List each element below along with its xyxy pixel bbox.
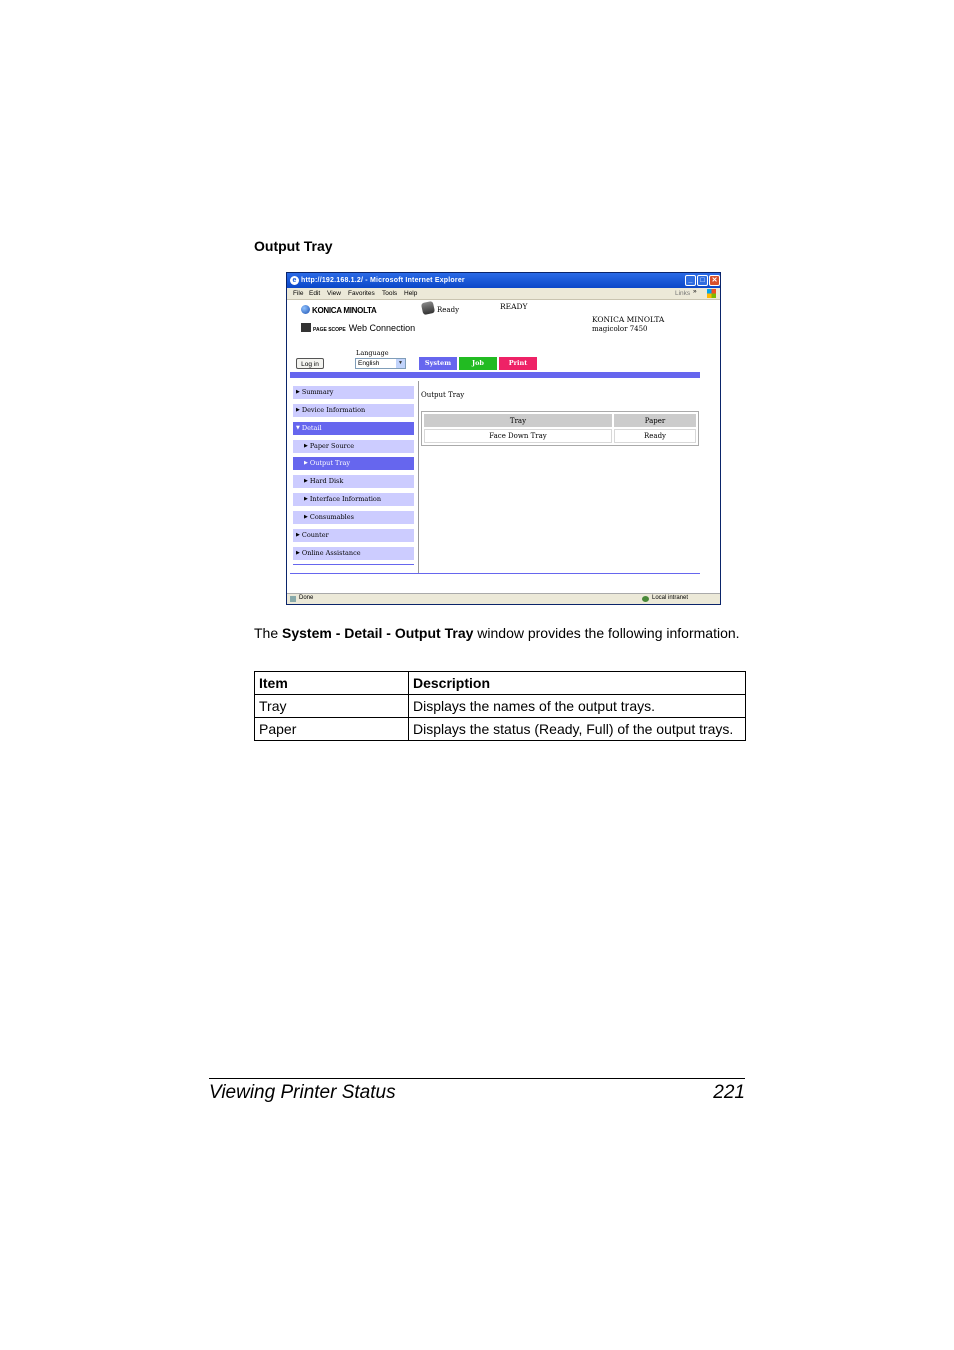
sidebar-item-hard-disk[interactable] <box>293 475 414 488</box>
minimize-icon[interactable]: _ <box>685 275 696 286</box>
pagescope-icon <box>301 323 311 332</box>
triangle-right-icon: ▶ <box>304 460 308 466</box>
sidebar-item-online-assistance[interactable] <box>293 547 414 560</box>
table-row <box>255 695 746 718</box>
sidebar-item-label: Hard Disk <box>309 477 344 485</box>
browser-statusbar <box>287 593 720 604</box>
menu-view[interactable]: View <box>327 290 341 297</box>
logo-text: KONICA MINOLTA <box>312 306 377 315</box>
device-brand: KONICA MINOLTA <box>592 315 665 324</box>
printer-status-icon <box>421 301 435 315</box>
windows-logo-icon <box>707 289 716 298</box>
table-header-row <box>255 672 746 695</box>
globe-icon <box>301 305 310 314</box>
language-select[interactable] <box>355 358 406 369</box>
section-heading: Output Tray <box>254 238 333 254</box>
web-connection-text: Web Connection <box>348 323 416 333</box>
intro-paragraph <box>254 625 749 642</box>
sidebar-item-label: Device Information <box>301 406 366 414</box>
sidebar-item-label: Paper Source <box>309 442 355 450</box>
language-value: English <box>358 360 380 367</box>
menu-tools[interactable]: Tools <box>382 290 398 297</box>
tab-system[interactable]: System <box>419 357 457 370</box>
triangle-right-icon: ▶ <box>296 407 300 413</box>
sidebar-divider <box>293 564 414 565</box>
triangle-right-icon: ▶ <box>296 389 300 395</box>
triangle-right-icon: ▶ <box>296 550 300 556</box>
browser-titlebar <box>287 273 720 288</box>
ie-icon: e <box>290 276 299 285</box>
triangle-right-icon: ▶ <box>304 478 308 484</box>
tab-underline-bar <box>290 372 700 378</box>
sidebar-item-detail[interactable] <box>293 422 414 435</box>
status-ready: Ready <box>437 306 460 314</box>
table-header-paper: Paper <box>614 414 696 427</box>
maximize-icon[interactable]: □ <box>697 275 708 286</box>
sidebar-item-label: Output Tray <box>309 459 351 467</box>
cell-item: Paper <box>255 718 409 741</box>
status-panel-text: READY <box>500 302 528 311</box>
browser-title: http://192.168.1.2/ - Microsoft Internet Explorer <box>301 277 465 284</box>
status-done: Done <box>299 595 314 601</box>
cell-description: Displays the status (Ready, Full) of the output trays. <box>409 718 746 741</box>
chevron-down-icon[interactable]: ▼ <box>396 359 405 368</box>
sidebar-item-label: Counter <box>301 531 329 539</box>
page-icon <box>290 596 296 602</box>
cell-item: Tray <box>255 695 409 718</box>
browser-window-screenshot <box>286 272 721 605</box>
sidebar-item-device-information[interactable] <box>293 404 414 417</box>
cell-description: Displays the names of the output trays. <box>409 695 746 718</box>
intro-text-bold: System - Detail - Output Tray <box>282 625 474 641</box>
page-number: 221 <box>713 1082 745 1103</box>
links-chevron-icon[interactable]: » <box>693 288 697 295</box>
tab-print[interactable]: Print <box>499 357 537 370</box>
intro-text-after: window provides the following information. <box>473 625 740 641</box>
language-label: Language <box>356 349 389 357</box>
intro-text-before: The <box>254 625 283 641</box>
footer-rule <box>209 1078 745 1079</box>
description-table <box>254 671 746 741</box>
table-cell-paper: Ready <box>614 429 696 443</box>
sidebar-item-label: Online Assistance <box>301 549 361 557</box>
close-icon[interactable]: ✕ <box>709 275 720 286</box>
sidebar-item-consumables[interactable] <box>293 511 414 524</box>
table-row <box>424 429 696 443</box>
sidebar-item-label: Consumables <box>309 513 354 521</box>
tab-job[interactable]: Job <box>459 357 497 370</box>
sidebar-item-summary[interactable] <box>293 386 414 399</box>
table-header-row <box>424 414 696 427</box>
sidebar-vertical-divider <box>418 381 419 573</box>
sidebar-item-interface-information[interactable] <box>293 493 414 506</box>
sidebar-item-label: Summary <box>301 388 334 396</box>
login-button[interactable]: Log in <box>296 358 324 369</box>
triangle-right-icon: ▶ <box>304 496 308 502</box>
browser-menubar <box>287 288 720 300</box>
menu-favorites[interactable]: Favorites <box>348 290 375 297</box>
sidebar-item-counter[interactable] <box>293 529 414 542</box>
content-title: Output Tray <box>421 391 465 399</box>
footer-title: Viewing Printer Status <box>209 1082 396 1103</box>
triangle-right-icon: ▶ <box>296 532 300 538</box>
triangle-right-icon: ▶ <box>304 443 308 449</box>
menu-edit[interactable]: Edit <box>309 290 321 297</box>
sidebar-item-label: Interface Information <box>309 495 382 503</box>
header-description: Description <box>409 672 746 695</box>
triangle-right-icon: ▶ <box>304 514 308 520</box>
sidebar-item-output-tray[interactable] <box>293 457 414 470</box>
pagescope-web-connection-logo <box>301 323 415 333</box>
table-row <box>255 718 746 741</box>
intranet-icon <box>642 596 649 602</box>
konica-minolta-logo <box>301 305 377 315</box>
menu-help[interactable]: Help <box>404 290 418 297</box>
output-tray-table <box>421 411 699 446</box>
sidebar-item-paper-source[interactable] <box>293 440 414 453</box>
menu-file[interactable]: File <box>293 290 304 297</box>
device-model: magicolor 7450 <box>592 325 648 333</box>
table-header-tray: Tray <box>424 414 612 427</box>
status-zone: Local intranet <box>652 595 689 601</box>
table-cell-tray: Face Down Tray <box>424 429 612 443</box>
pagescope-text: PAGE SCOPE <box>313 327 346 333</box>
sidebar-item-label: Detail <box>301 424 322 432</box>
header-item: Item <box>255 672 409 695</box>
links-label[interactable]: Links <box>675 290 691 297</box>
triangle-down-icon: ▼ <box>296 425 300 431</box>
content-bottom-rule <box>290 573 700 574</box>
